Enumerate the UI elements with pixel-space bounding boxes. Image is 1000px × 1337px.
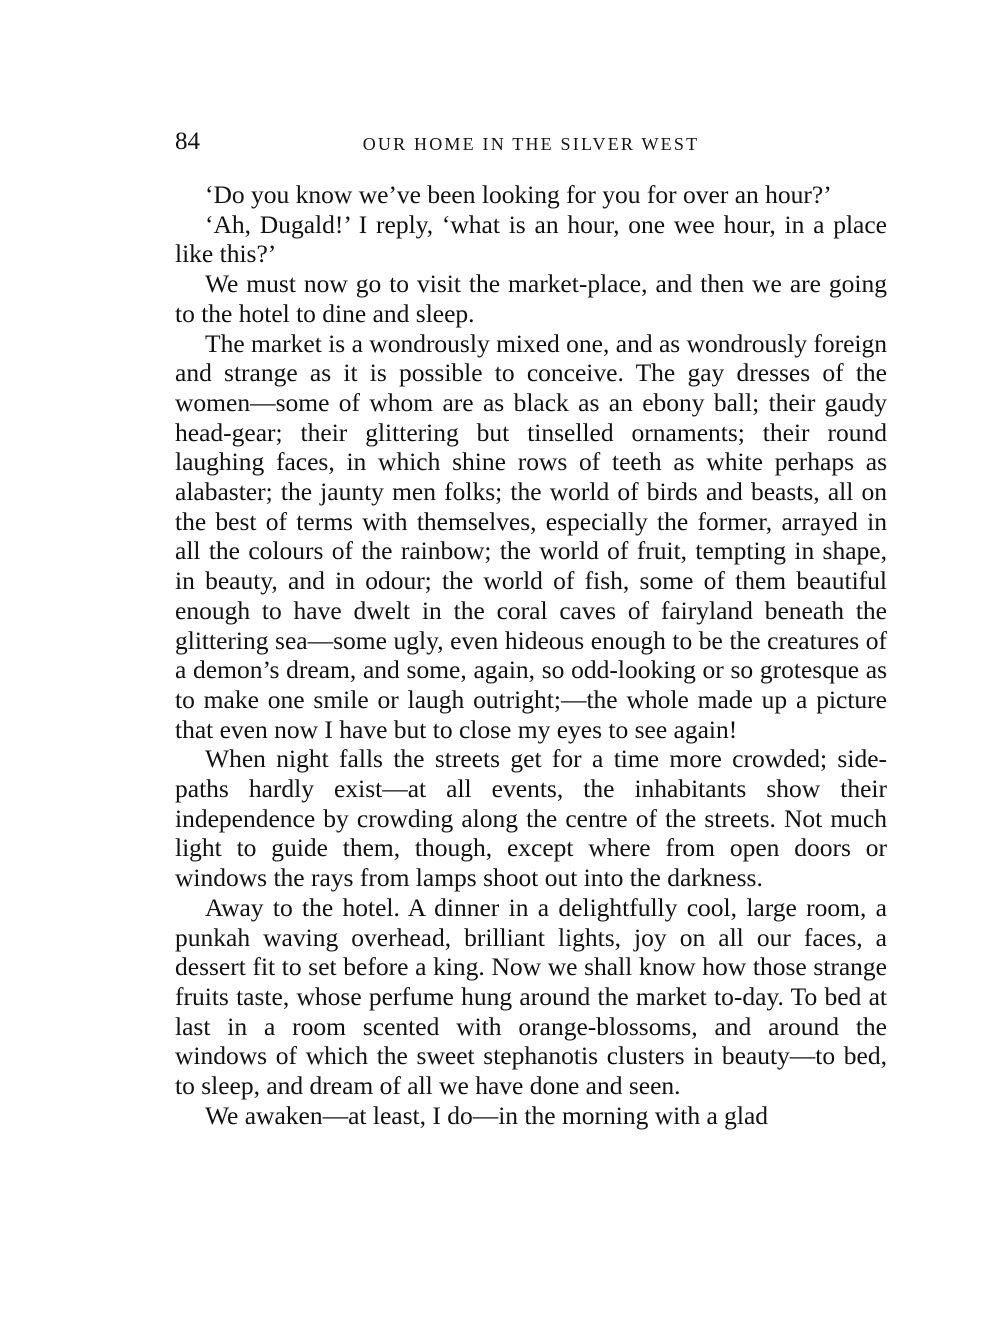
- page-number: 84: [175, 128, 200, 155]
- paragraph-market-description: The market is a wondrously mixed one, and as wondrously foreign and strange as it is possible to conceive. The gay dresses of the women—some of whom are as black as an ebony ball; their gaudy head-gear; their glittering but tinselled ornaments; their round laughing faces, in which shine rows of teeth as white perhaps as alabaster; the jaunty men folks; the world of birds and beasts, all on the best of terms with themselves, especially the former, arrayed in all the colours of the rainbow; the world of fruit, tempting in shape, in beauty, and in odour; the world of fish, some of them beautiful enough to have dwelt in the coral caves of fairyland beneath the glittering sea—some ugly, even hideous enough to be the creatures of a demon’s dream, and some, again, so odd-looking or so grotesque as to make one smile or laugh outright;—the whole made up a picture that even now I have but to close my eyes to see again!: [175, 328, 887, 744]
- page-header: [175, 124, 887, 160]
- paragraph-morning: We awaken—at least, I do—in the morning with a glad: [205, 1100, 769, 1130]
- paragraph-market-plan: We must now go to visit the market-place, and then we are going to the hotel to dine and sleep.: [175, 269, 887, 328]
- body-text: [175, 180, 887, 1131]
- paragraph-night-streets: When night falls the streets get for a time more crowded; side-paths hardly exist—at all events, the inhabitants show their independence by crowding along the centre of the streets. Not much light to guide them, though, except where from open doors or windows the rays from lamps shoot out into the darkness.: [175, 744, 887, 893]
- running-title: OUR HOME IN THE SILVER WEST: [362, 134, 700, 154]
- paragraph-hotel: Away to the hotel. A dinner in a delightfully cool, large room, a punkah waving overhead, brilliant lights, joy on all our faces, a dessert fit to set before a king. Now we shall know how those strange fruits taste, whose perfume hung around the market to-day. To bed at last in a room scented with orange-blossoms, and around the windows of which the sweet stephanotis clusters in beauty—to bed, to sleep, and dream of all we have done and seen.: [175, 892, 887, 1101]
- paragraph-dialogue-1: ‘Do you know we’ve been looking for you for over an hour?’: [205, 180, 832, 209]
- paragraph-dialogue-2: ‘Ah, Dugald!’ I reply, ‘what is an hour, one wee hour, in a place like this?’: [175, 209, 887, 269]
